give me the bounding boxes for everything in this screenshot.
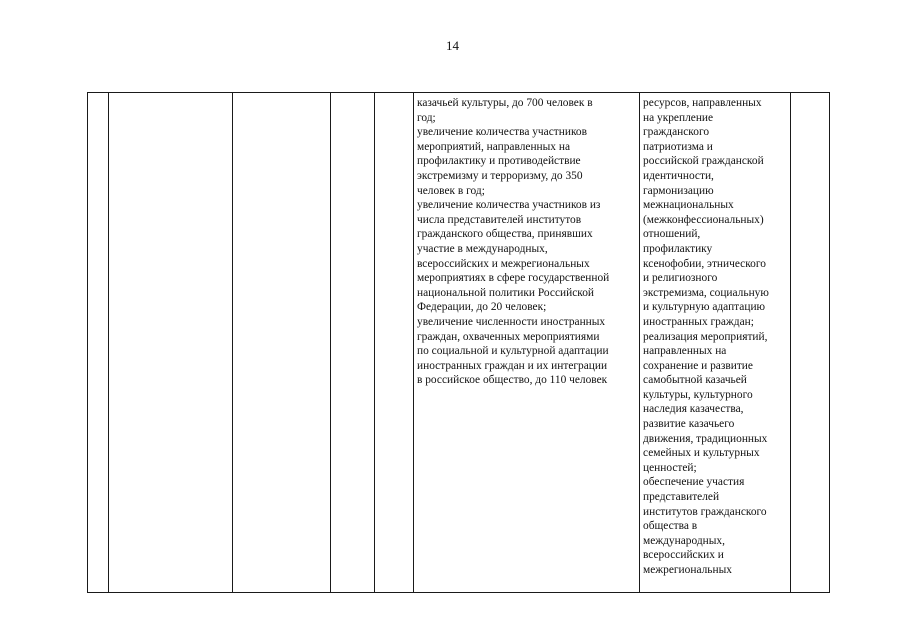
cell-text-line: по социальной и культурной адаптации bbox=[417, 345, 609, 358]
cell-text-line: в российское общество, до 110 человек bbox=[417, 374, 608, 387]
cell-text-line: реализация мероприятий, bbox=[643, 330, 768, 343]
table-cell-4 bbox=[331, 93, 375, 593]
cell-text-line: движения, традиционных bbox=[643, 432, 768, 445]
cell-text-line: иностранных граждан; bbox=[643, 315, 754, 328]
cell-text-line: мероприятиях в сфере государственной bbox=[417, 272, 610, 285]
table-cell-indicators bbox=[414, 93, 640, 593]
cell-text-line: граждан, охваченных мероприятиями bbox=[417, 330, 600, 343]
table-cell-1 bbox=[88, 93, 109, 593]
cell-text-line: год; bbox=[417, 111, 436, 124]
cell-text-line: человек в год; bbox=[417, 184, 485, 197]
cell-text-line: числа представителей институтов bbox=[417, 213, 582, 226]
cell-text-line: всероссийских и межрегиональных bbox=[417, 257, 590, 270]
table-cell-5 bbox=[375, 93, 414, 593]
cell-text-line: увеличение численности иностранных bbox=[417, 315, 606, 328]
cell-text-line: экстремизма, социальную bbox=[643, 286, 769, 299]
cell-text-line: межрегиональных bbox=[643, 564, 732, 576]
cell-text-line: и культурную адаптацию bbox=[643, 301, 766, 314]
cell-text-line: общества в bbox=[643, 520, 698, 533]
table-row bbox=[88, 93, 830, 593]
cell-text-line: гармонизацию bbox=[643, 184, 714, 197]
cell-text-line: мероприятий, направленных на bbox=[417, 140, 571, 153]
cell-text-line: увеличение количества участников bbox=[417, 126, 587, 139]
cell-text-line: отношений, bbox=[643, 228, 701, 241]
cell-text-line: идентичности, bbox=[643, 169, 714, 182]
cell-text-line: патриотизма и bbox=[643, 140, 713, 153]
cell-text-line: межнациональных bbox=[643, 199, 734, 212]
cell-text-line: и религиозного bbox=[643, 272, 718, 285]
cell-text-line: российской гражданской bbox=[643, 155, 764, 168]
cell-text-line: профилактику и противодействие bbox=[417, 155, 581, 168]
table-cell-3 bbox=[233, 93, 331, 593]
cell-text-line: ксенофобии, этнического bbox=[643, 257, 766, 270]
table-cell-2 bbox=[109, 93, 233, 593]
cell-text-line: казачьей культуры, до 700 человек в bbox=[417, 97, 593, 109]
cell-text-line: участие в международных, bbox=[417, 242, 548, 255]
document-table bbox=[87, 92, 830, 593]
cell-text-line: (межконфессиональных) bbox=[643, 213, 764, 226]
cell-text-line: профилактику bbox=[643, 242, 713, 255]
cell-text-line: увеличение количества участников из bbox=[417, 199, 601, 212]
cell-text-line: на укрепление bbox=[643, 111, 714, 124]
cell-text-line: представителей bbox=[643, 491, 720, 504]
cell-text-line: национальной политики Российской bbox=[417, 286, 595, 299]
page-number: 14 bbox=[446, 38, 459, 53]
cell-text-line: культуры, культурного bbox=[643, 388, 753, 401]
cell-text-line: обеспечение участия bbox=[643, 476, 745, 489]
cell-text-line: всероссийских и bbox=[643, 549, 724, 562]
table-cell-activities bbox=[640, 93, 791, 593]
cell-text-line: развитие казачьего bbox=[643, 418, 735, 431]
table-cell-8 bbox=[791, 93, 830, 593]
cell-text-line: Федерации, до 20 человек; bbox=[417, 301, 547, 314]
cell-text-line: ресурсов, направленных bbox=[643, 97, 762, 109]
cell-text-line: экстремизму и терроризму, до 350 bbox=[417, 169, 583, 182]
cell-text-line: направленных на bbox=[643, 345, 727, 358]
cell-text-line: ценностей; bbox=[643, 461, 697, 474]
cell-text-line: институтов гражданского bbox=[643, 505, 767, 518]
cell-text-line: семейных и культурных bbox=[643, 447, 760, 460]
cell-text-line: гражданского общества, принявших bbox=[417, 228, 593, 241]
cell-text-line: иностранных граждан и их интеграции bbox=[417, 359, 608, 372]
cell-text-line: сохранение и развитие bbox=[643, 359, 753, 372]
cell-text-line: международных, bbox=[643, 534, 725, 547]
cell-text-line: наследия казачества, bbox=[643, 403, 744, 416]
cell-text-line: самобытной казачьей bbox=[643, 374, 747, 387]
cell-text-line: гражданского bbox=[643, 126, 710, 139]
